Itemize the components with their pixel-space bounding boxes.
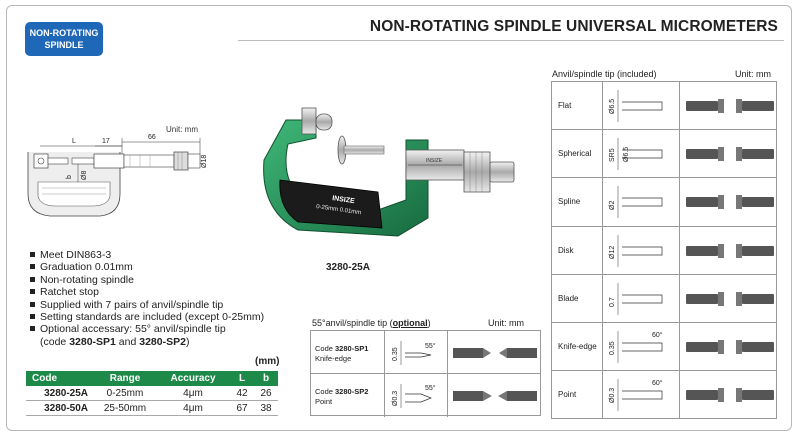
anvil-tip-name: Spherical [558, 149, 592, 159]
anvil-tip-photo [684, 383, 776, 407]
optional-unit: Unit: mm [488, 318, 524, 328]
anvil-tip-photo [684, 190, 776, 214]
bullet-square-icon [30, 314, 35, 319]
anvil-tip-name: Blade [558, 293, 579, 303]
anvil-tip-photo [684, 287, 776, 311]
title-divider [238, 40, 784, 41]
bullet-square-icon [30, 289, 35, 294]
anvil-tip-name: Spline [558, 197, 581, 207]
dim-d8: Ø8 [81, 170, 88, 180]
anvil-tips-title: Anvil/spindle tip (included) [552, 69, 657, 79]
micrometer-technical-drawing [20, 124, 220, 234]
feature-item: Setting standards are included (except 0-25mm) [30, 311, 264, 323]
feature-item: Supplied with 7 pairs of anvil/spindle tip [30, 299, 264, 311]
anvil-row-knife-edge [552, 323, 776, 371]
photo-range-text: 0-25mm 0.01mm [315, 204, 362, 217]
anvil-row-point [552, 371, 776, 419]
feature-item: Graduation 0.01mm [30, 261, 264, 273]
anvil-tips-box [551, 81, 777, 419]
feature-item: Optional accessary: 55° anvil/spindle tip [30, 323, 264, 335]
anvil-tip-name: Knife-edge [558, 342, 597, 351]
page-title: NON-ROTATING SPINDLE UNIVERSAL MICROMETERS [369, 18, 778, 35]
drawing-unit: Unit: mm [166, 125, 198, 134]
anvil-tip-angle: 60° [652, 332, 663, 339]
knife-edge-tip-photo [451, 341, 539, 365]
table-row: 3280-25A 0-25mm 4μm 42 26 [26, 386, 278, 401]
th-code: Code [26, 371, 94, 386]
anvil-tip-drawing [604, 325, 678, 369]
optional-tips-title: 55°anvil/spindle tip (optional) [312, 318, 431, 328]
badge-line2: SPINDLE [44, 40, 84, 50]
dim-l: L [72, 138, 76, 145]
bullet-square-icon [30, 264, 35, 269]
svg-text:0.35: 0.35 [392, 347, 399, 361]
photo-brand-text: INSIZE [331, 195, 356, 206]
anvil-tip-angle: 60° [652, 380, 663, 388]
anvil-tip-name: Flat [558, 101, 572, 110]
anvil-tip-dim: Ø12 [609, 245, 616, 259]
optional-row-knife-edge: Code 3280-SP1 Knife-edge 0.35 55° [311, 331, 540, 374]
anvil-row-blade [552, 275, 776, 323]
feature-list [30, 249, 264, 348]
non-rotating-badge [25, 22, 103, 56]
anvil-tip-photo [684, 335, 776, 359]
feature-item-continuation: (code 3280-SP1 and 3280-SP2) [40, 335, 190, 348]
anvil-row-spline [552, 178, 776, 226]
anvil-tip-drawing [604, 229, 678, 273]
anvil-tip-drawing [604, 84, 678, 128]
table-row: 3280-50A 25-50mm 4μm 67 38 [26, 401, 278, 416]
th-range: Range [94, 371, 156, 386]
anvil-tip-photo [684, 94, 776, 118]
feature-item: Ratchet stop [30, 286, 264, 298]
dim-17: 17 [102, 138, 110, 145]
anvil-tip-dim: Ø0.3 [609, 388, 616, 404]
svg-text:Ø0.3: Ø0.3 [392, 390, 399, 406]
anvil-tip-drawing [604, 373, 678, 417]
dim-b: b [66, 175, 73, 179]
optional-tips-box [310, 330, 541, 416]
svg-text:55°: 55° [425, 385, 436, 392]
table-header-row [26, 371, 278, 386]
th-b: b [254, 371, 278, 386]
anvil-row-spherical [552, 130, 776, 178]
anvil-unit: Unit: mm [735, 69, 771, 79]
th-l: L [230, 371, 254, 386]
anvil-tip-dim: 0.7 [609, 297, 616, 307]
anvil-tip-name: Disk [558, 245, 574, 255]
bullet-square-icon [30, 277, 35, 282]
micrometer-product-photo [258, 100, 528, 248]
th-accuracy: Accuracy [156, 371, 230, 386]
anvil-tip-photo [684, 142, 776, 166]
anvil-tip-photo [684, 239, 776, 263]
anvil-tip-dim2: Ø6.5 [623, 147, 630, 163]
badge-line1: NON-ROTATING [29, 28, 99, 38]
spec-table [26, 371, 278, 416]
product-model-label: 3280-25A [326, 262, 370, 273]
optional-row-point: Code 3280-SP2 Point Ø0.3 55° [311, 374, 540, 417]
feature-item: Meet DIN863-3 [30, 249, 264, 261]
point-tip-photo [451, 384, 539, 408]
bullet-square-icon [30, 252, 35, 257]
anvil-tip-drawing [604, 180, 678, 224]
anvil-tip-drawing [604, 277, 678, 321]
sleeve-brand-text: INSIZE [426, 158, 443, 164]
dim-d18: Ø18 [201, 154, 208, 168]
anvil-tip-dim: 0.35 [609, 341, 616, 355]
feature-item: Non-rotating spindle [30, 274, 264, 286]
anvil-tip-name: Point [558, 390, 577, 400]
point-tip-drawing [387, 378, 445, 414]
anvil-tip-dim: Ø6.5 [609, 98, 616, 114]
bullet-square-icon [30, 326, 35, 331]
anvil-row-flat [552, 82, 776, 130]
anvil-tip-dim: SR5 [609, 148, 616, 163]
dim-66: 66 [148, 134, 156, 141]
anvil-row-disk [552, 227, 776, 275]
anvil-tip-drawing [604, 132, 678, 176]
knife-edge-tip-drawing [387, 335, 445, 371]
bullet-square-icon [30, 302, 35, 307]
table-unit-label: (mm) [255, 356, 280, 367]
svg-text:55°: 55° [425, 343, 436, 350]
anvil-tip-dim: Ø2 [609, 201, 616, 211]
